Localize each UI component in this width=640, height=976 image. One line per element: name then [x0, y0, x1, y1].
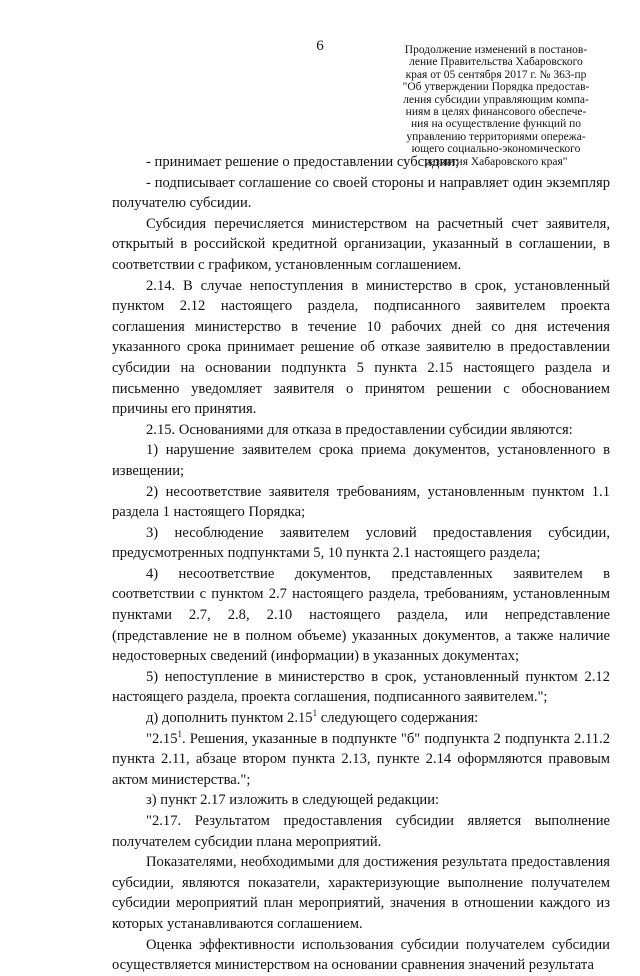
header-line: ющего социально-экономического: [411, 143, 581, 156]
header-line: развития Хабаровского края": [424, 155, 568, 168]
header-line: ление Правительства Хабаровского: [409, 56, 583, 69]
paragraph: 4) несоответствие документов, представленных заявителем в соответствии с пунктом 2.7 настоящего раздела, требованиям, установленным пунктами 2.7, 2.8, 2.10 настоящего раздела, или непредставление (представление не в полном объеме) указанных документов, а также наличие недостоверных сведений (информации) в указанных документах;: [112, 565, 610, 665]
paragraph: "2.17. Результатом предоставления субсидии является выполнение получателем субсидии плана мероприятий.: [112, 813, 610, 850]
paragraph: з) пункт 2.17 изложить в следующей редакции:: [146, 792, 440, 809]
text-run: "2.15: [146, 730, 178, 747]
paragraph: 1) нарушение заявителем срока приема документов, установленного в извещении;: [112, 442, 610, 479]
text-run: . Решения, указанные в подпункте "б" подпункта 2 подпункта 2.11.2 пункта 2.11, абзаце втором пункта 2.13, пункте 2.14 оформляются правовым актом министерства.";: [112, 730, 610, 788]
text-run: д) дополнить пунктом 2.15: [146, 710, 313, 727]
header-line: ния на осуществление функций по: [410, 118, 582, 131]
document-header: [385, 44, 607, 168]
paragraph: [112, 729, 610, 791]
header-line: ления субсидии управляющим компа-: [403, 93, 589, 106]
page-number: 6: [316, 38, 324, 54]
header-line: "Об утверждении Порядка предостав-: [402, 81, 590, 94]
paragraph: Субсидия перечисляется министерством на расчетный счет заявителя, открытый в российской кредитной организации, указанный в соглашении, в соответствии с графиком, установленным соглашением.: [112, 215, 610, 273]
paragraph: 2.14. В случае непоступления в министерство в срок, установленный пунктом 2.12 настоящего раздела, подписанного заявителем проекта соглашения министерство в течение 10 рабочих дней со дня истечения указанного срока принимает решение об отказе заявителю в предоставлении субсидии на основании подпункта 5 пункта 2.15 настоящего раздела и письменно уведомляет заявителя о принятом решении с обоснованием причины его принятия.: [112, 277, 610, 418]
header-line: ниям в целях финансового обеспече-: [405, 106, 587, 119]
text-run: следующего содержания:: [317, 710, 479, 727]
paragraph: - подписывает соглашение со своей стороны и направляет один экземпляр получателю субсидии.: [112, 174, 610, 212]
paragraph: 5) непоступление в министерство в срок, установленный пунктом 2.12 настоящего раздела, проекта соглашения, подписанного заявителем.";: [112, 668, 610, 706]
header-line: края от 05 сентября 2017 г. № 363-пр: [405, 68, 587, 81]
header-line: управлению территориями опережа-: [406, 130, 586, 143]
paragraph: 2) несоответствие заявителя требованиям, установленным пунктом 1.1 раздела 1 настоящего Порядка;: [112, 483, 610, 521]
paragraph: Показателями, необходимыми для достижения результата предоставления субсидии, являются показатели, характеризующие выполнение получателем субсидии мероприятий план мероприятий, значения в отношении каждого из которых устанавливаются соглашением.: [112, 854, 610, 932]
header-line: Продолжение изменений в постанов-: [404, 44, 588, 56]
paragraph: - принимает решение о предоставлении субсидии;: [146, 154, 460, 170]
paragraph: Оценка эффективности использования субсидии получателем субсидии осуществляется министерством на основании сравнения значений результата: [112, 936, 610, 974]
superscript: 1: [312, 708, 318, 719]
paragraph: 2.15. Основаниями для отказа в предоставлении субсидии являются:: [146, 421, 573, 438]
document-body: [112, 152, 610, 976]
paragraph: [112, 708, 610, 729]
paragraph: 3) несоблюдение заявителем условий предоставления субсидии, предусмотренных подпунктами 5, 10 пункта 2.1 настоящего раздела;: [112, 524, 610, 562]
superscript: 1: [177, 728, 182, 739]
